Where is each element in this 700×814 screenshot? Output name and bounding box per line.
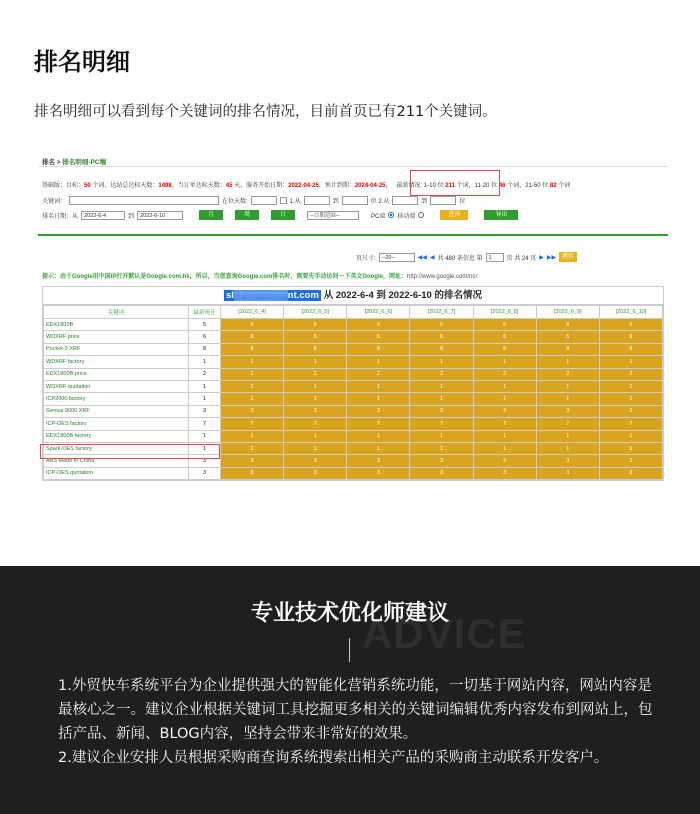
breadcrumb-root[interactable]: 排名 > [42, 159, 63, 166]
latest-rank-cell: 8 [189, 343, 221, 355]
ranking-screenshot [38, 152, 668, 482]
first-page-icon[interactable]: ◀◀ [417, 254, 427, 261]
table-row [44, 319, 663, 331]
rank-cell: 1 [221, 442, 284, 454]
pagination: 页尺寸: --20-- ◀◀ ◀ 共 480 条信息 第 1 页 共 24 页 ▶ ▶▶ 跳转 [356, 252, 577, 262]
rank-cell: 3 [347, 467, 410, 479]
latest-rank-cell: 3 [189, 405, 221, 417]
rank-cell: 1 [410, 442, 473, 454]
rank-cell: 8 [599, 343, 662, 355]
rank-cell: 6 [410, 331, 473, 343]
column-header[interactable]: [2022_6_5] [284, 306, 347, 319]
rank-cell: 5 [473, 319, 536, 331]
query-button[interactable]: 查询 [440, 210, 468, 220]
rank-cell: 3 [473, 467, 536, 479]
rank-cell: 8 [284, 343, 347, 355]
rank-cell: 7 [284, 418, 347, 430]
date-filter-row: 排名日期：从 2022-6-4 到 2022-6-10 月 周 日 --日期范围-- PC端 移动端 查询 导出 [42, 210, 518, 220]
latest-rank-cell: 7 [189, 418, 221, 430]
rank-cell: 1 [536, 393, 599, 405]
rank-cell: 3 [347, 405, 410, 417]
tip-text: 提示：由于Google用中国IP打开默认是Google.com.hk，所以，当您查询Google.com排名时，需要先手动访问一下英文Google，网址：http://www.google.com/ncr [42, 274, 478, 280]
rank-cell: 5 [410, 319, 473, 331]
range-from-input[interactable] [304, 196, 330, 205]
rank-cell: 8 [221, 343, 284, 355]
latest-rank-cell: 6 [189, 331, 221, 343]
breadcrumb-current: 排名明细-PC端 [62, 159, 107, 166]
keyword-cell[interactable]: AAS Made in China [44, 455, 189, 467]
rank-cell: 5 [347, 319, 410, 331]
page-description: 排名明细可以看到每个关键词的排名情况，目前首页已有211个关键词。 [34, 104, 497, 120]
rank-cell: 3 [536, 467, 599, 479]
pc-radio[interactable] [388, 212, 394, 218]
month-button[interactable]: 月 [199, 210, 223, 220]
date-range-select[interactable]: --日期范围-- [307, 211, 359, 220]
rank-cell: 7 [221, 418, 284, 430]
latest-rank-cell: 1 [189, 442, 221, 454]
week-button[interactable]: 周 [235, 210, 259, 220]
latest-rank-cell: 3 [189, 455, 221, 467]
rank-cell: 1 [599, 356, 662, 368]
range-to-input[interactable] [342, 196, 368, 205]
rank-cell: 6 [473, 331, 536, 343]
next-page-icon[interactable]: ▶ [539, 254, 544, 261]
rank-cell: 6 [536, 331, 599, 343]
rank-cell: 1 [410, 356, 473, 368]
rank-cell: 3 [536, 455, 599, 467]
rank-cell: 3 [410, 467, 473, 479]
rank-cell: 7 [347, 418, 410, 430]
divider [38, 166, 668, 167]
advice-paragraph: 2.建议企业安排人员根据采购商查询系统搜索出相关产品的采购商主动联系开发客户。 [58, 750, 609, 766]
rank-cell: 2 [221, 368, 284, 380]
latest-rank-cell: 2 [189, 368, 221, 380]
rank-cell: 3 [284, 455, 347, 467]
column-header[interactable]: [2022_6_8] [473, 306, 536, 319]
divider [38, 234, 668, 236]
keyword-cell[interactable]: Spark-OES factory [44, 442, 189, 454]
rank-cell: 1 [599, 380, 662, 392]
rank-cell: 3 [221, 455, 284, 467]
rank-cell: 7 [473, 418, 536, 430]
rank-cell: 1 [221, 430, 284, 442]
table-row [44, 467, 663, 479]
keyword-filter-row: 关键词： 在位天数: 1.从 到 位 2.从 到 位 [42, 196, 465, 205]
latest-rank-cell: 1 [189, 393, 221, 405]
latest-rank-cell: 3 [189, 467, 221, 479]
rank-cell: 3 [221, 467, 284, 479]
advice-watermark: ADVICE [362, 610, 527, 657]
page-title: 排名明细 [34, 48, 130, 76]
advice-section [0, 566, 700, 814]
table-title: sl▒▒▒▒▒▒▒▒nt.com 从 2022-6-4 到 2022-6-10 的排名情况 [43, 287, 663, 305]
table-row [44, 368, 663, 380]
site-domain: sl▒▒▒▒▒▒▒▒nt.com [226, 290, 319, 301]
rank-cell: 5 [221, 319, 284, 331]
rank-cell: 1 [473, 356, 536, 368]
rank-cell: 6 [284, 331, 347, 343]
date-to-input[interactable]: 2022-6-10 [137, 211, 183, 220]
rank-cell: 1 [473, 430, 536, 442]
rank-cell: 2 [347, 368, 410, 380]
rank-cell: 1 [536, 430, 599, 442]
rank-cell: 1 [284, 393, 347, 405]
summary-info: 基础版：目标：50 个词，达站总达标天数：1498，当订单达标天数：45 天，服务开始日期：2022-04-25，预计到期：2024-04-25， 最新情况: 1-10 位 211 个词，11-20 位 46 个词，21-50 位 82 个词 [42, 183, 571, 189]
rank-cell: 3 [347, 455, 410, 467]
column-header[interactable]: 最新统计 [189, 306, 221, 319]
latest-status: 最新情况: 1-10 位 [396, 183, 446, 189]
table-row [44, 380, 663, 392]
advice-paragraph: 1.外贸快车系统平台为企业提供强大的智能化营销系统功能，一切基于网站内容，网站内容是最核心之一。建议企业根据关键词工具挖掘更多相关的关键词编辑优秀内容发布到网站上，包括产品、新闻、BLOG内容，坚持会带来非常好的效果。 [58, 678, 653, 742]
rank-cell: 1 [284, 442, 347, 454]
jump-button[interactable]: 跳转 [559, 252, 577, 262]
rank-cell: 3 [284, 467, 347, 479]
keyword-input[interactable] [69, 196, 219, 205]
rank-cell: 6 [221, 331, 284, 343]
latest-rank-cell: 1 [189, 356, 221, 368]
divider [349, 638, 350, 662]
rank-cell: 7 [599, 418, 662, 430]
date-from-input[interactable]: 2022-6-4 [81, 211, 125, 220]
advice-text [58, 674, 658, 770]
table-row [44, 331, 663, 343]
keyword-cell[interactable]: WDXRF price [44, 331, 189, 343]
keyword-cell[interactable]: EDX1800B [44, 319, 189, 331]
keyword-cell[interactable]: ICP2000 factory [44, 393, 189, 405]
table-row [44, 356, 663, 368]
rank-cell: 3 [599, 405, 662, 417]
rank-cell: 5 [536, 319, 599, 331]
rank-cell: 3 [410, 405, 473, 417]
rank-cell: 6 [599, 331, 662, 343]
rank-cell: 3 [221, 405, 284, 417]
page-size-select[interactable]: --20-- [379, 253, 415, 262]
rank-cell: 2 [536, 368, 599, 380]
last-page-icon[interactable]: ▶▶ [546, 254, 557, 261]
rank-cell: 5 [284, 319, 347, 331]
rank-cell: 1 [347, 356, 410, 368]
page-number-input[interactable]: 1 [486, 253, 504, 262]
keyword-cell[interactable]: EDX1800B factory [44, 430, 189, 442]
table-row [44, 343, 663, 355]
keyword-cell[interactable]: EDX1800B price [44, 368, 189, 380]
rank-cell: 7 [410, 418, 473, 430]
rank-cell: 1 [347, 442, 410, 454]
rank-cell: 3 [473, 455, 536, 467]
rank-cell: 7 [536, 418, 599, 430]
latest-rank-cell: 5 [189, 319, 221, 331]
rank-cell: 2 [599, 368, 662, 380]
rank-cell: 8 [410, 343, 473, 355]
export-button[interactable]: 导出 [484, 210, 518, 220]
rank-cell: 1 [284, 356, 347, 368]
rank-cell: 1 [410, 393, 473, 405]
rank-cell: 1 [410, 430, 473, 442]
rank-cell: 1 [473, 380, 536, 392]
rank-cell: 2 [284, 368, 347, 380]
table-row [44, 405, 663, 417]
rank-cell: 2 [473, 368, 536, 380]
keyword-cell[interactable]: Pocket-3 XRF [44, 343, 189, 355]
keyword-cell[interactable]: WDXRF factory [44, 356, 189, 368]
rank-cell: 3 [599, 455, 662, 467]
rank-cell: 1 [221, 393, 284, 405]
rank-cell: 1 [536, 442, 599, 454]
keyword-cell[interactable]: ICP-OES factory [44, 418, 189, 430]
latest-rank-cell: 1 [189, 380, 221, 392]
column-header[interactable]: [2022_6_6] [347, 306, 410, 319]
rank-cell: 1 [599, 393, 662, 405]
rank-cell: 8 [536, 343, 599, 355]
rank-cell: 1 [347, 380, 410, 392]
rank-cell: 3 [473, 405, 536, 417]
column-header[interactable]: 关键词 [44, 306, 189, 319]
range-checkbox[interactable] [280, 197, 287, 204]
rank-cell: 3 [284, 405, 347, 417]
keyword-cell[interactable]: ICP-OES quotation [44, 467, 189, 479]
tip-url[interactable]: http://www.google.com/ncr [407, 274, 478, 280]
breadcrumb [42, 157, 106, 166]
rank-cell: 3 [410, 455, 473, 467]
column-header[interactable]: [2022_6_7] [410, 306, 473, 319]
rank-cell: 1 [536, 356, 599, 368]
range2-to-input[interactable] [430, 196, 456, 205]
column-header[interactable]: [2022_6_4] [221, 306, 284, 319]
latest-rank-cell: 1 [189, 430, 221, 442]
rank-cell: 1 [536, 380, 599, 392]
keyword-cell[interactable]: WDXRF quotation [44, 380, 189, 392]
prev-page-icon[interactable]: ◀ [429, 254, 435, 261]
rank-cell: 3 [599, 467, 662, 479]
rank-cell: 1 [599, 442, 662, 454]
column-header[interactable]: [2022_6_10] [599, 306, 662, 319]
mobile-radio[interactable] [418, 212, 424, 218]
rank-cell: 1 [347, 393, 410, 405]
rank-cell: 5 [599, 319, 662, 331]
table-header-row [44, 306, 663, 319]
rank-cell: 1 [284, 380, 347, 392]
range2-from-input[interactable] [392, 196, 418, 205]
table-row [44, 393, 663, 405]
rank-cell: 6 [347, 331, 410, 343]
rank-cell: 1 [221, 356, 284, 368]
highlight-box [40, 444, 220, 459]
rank-cell: 1 [599, 430, 662, 442]
rank-cell: 1 [410, 380, 473, 392]
rank-cell: 1 [221, 380, 284, 392]
rank-cell: 1 [284, 430, 347, 442]
rank-cell: 1 [347, 430, 410, 442]
advice-title: 专业技术优化师建议 [250, 601, 449, 626]
keyword-cell[interactable]: Genius 9000 XRF [44, 405, 189, 417]
rank-cell: 8 [473, 343, 536, 355]
rank-cell: 2 [410, 368, 473, 380]
highlight-box [410, 170, 500, 196]
rank-cell: 8 [347, 343, 410, 355]
rank-cell: 1 [473, 442, 536, 454]
table-row [44, 430, 663, 442]
rank-cell: 1 [473, 393, 536, 405]
column-header[interactable]: [2022_6_9] [536, 306, 599, 319]
day-button[interactable]: 日 [271, 210, 295, 220]
position-days-input[interactable] [251, 196, 277, 205]
table-row [44, 418, 663, 430]
rank-cell: 3 [536, 405, 599, 417]
